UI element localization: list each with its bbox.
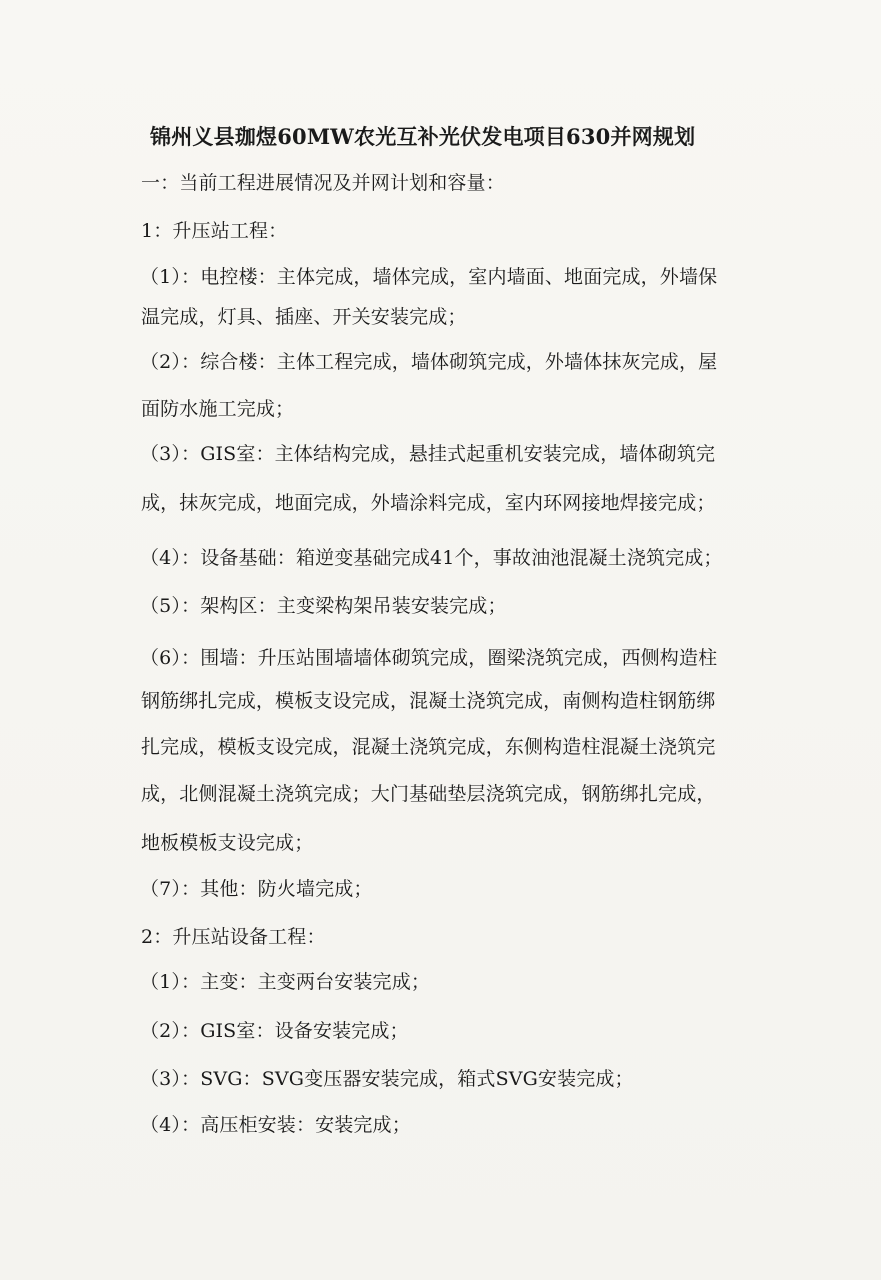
paragraph-line: 扎完成，模板支设完成，混凝土浇筑完成，东侧构造柱混凝土浇筑完 <box>141 736 716 758</box>
paragraph-line: 成，抹灰完成，地面完成，外墙涂料完成，室内环网接地焊接完成； <box>141 492 716 514</box>
subsection-heading-substation: 1：升压站工程： <box>141 220 288 242</box>
paragraph-line: 钢筋绑扎完成，模板支设完成，混凝土浇筑完成，南侧构造柱钢筋绑 <box>141 690 716 712</box>
paragraph-line: （4）：高压柜安装：安装完成； <box>140 1114 411 1136</box>
subsection-heading-equipment: 2：升压站设备工程： <box>141 926 326 948</box>
paragraph-line: 成，北侧混凝土浇筑完成；大门基础垫层浇筑完成，钢筋绑扎完成， <box>141 783 716 805</box>
paragraph-line: （4）：设备基础：箱逆变基础完成41个，事故油池混凝土浇筑完成； <box>140 547 723 569</box>
paragraph-line: （6）：围墙：升压站围墙墙体砌筑完成，圈梁浇筑完成，西侧构造柱 <box>140 647 718 669</box>
paragraph-line: （3）：SVG：SVG变压器安装完成，箱式SVG安装完成； <box>140 1068 634 1090</box>
paragraph-line: （5）：架构区：主变梁构架吊装安装完成； <box>140 595 507 617</box>
paragraph-line: （2）：GIS室：设备安装完成； <box>140 1020 409 1042</box>
paragraph-line: （3）：GIS室：主体结构完成，悬挂式起重机安装完成，墙体砌筑完 <box>140 443 716 465</box>
paragraph-line: 面防水施工完成； <box>141 398 295 420</box>
section-heading-progress: 一：当前工程进展情况及并网计划和容量： <box>141 172 505 194</box>
paragraph-line: 地板模板支设完成； <box>141 832 314 854</box>
paragraph-line: （2）：综合楼：主体工程完成，墙体砌筑完成，外墙体抹灰完成，屋 <box>140 351 718 373</box>
paragraph-line: （7）：其他：防火墙完成； <box>140 878 373 900</box>
document-title: 锦州义县珈煜60MW农光互补光伏发电项目630并网规划 <box>150 124 696 149</box>
paragraph-line: 温完成，灯具、插座、开关安装完成； <box>141 306 467 328</box>
paragraph-line: （1）：主变：主变两台安装完成； <box>140 971 430 993</box>
paragraph-line: （1）：电控楼：主体完成，墙体完成，室内墙面、地面完成，外墙保 <box>140 266 718 288</box>
